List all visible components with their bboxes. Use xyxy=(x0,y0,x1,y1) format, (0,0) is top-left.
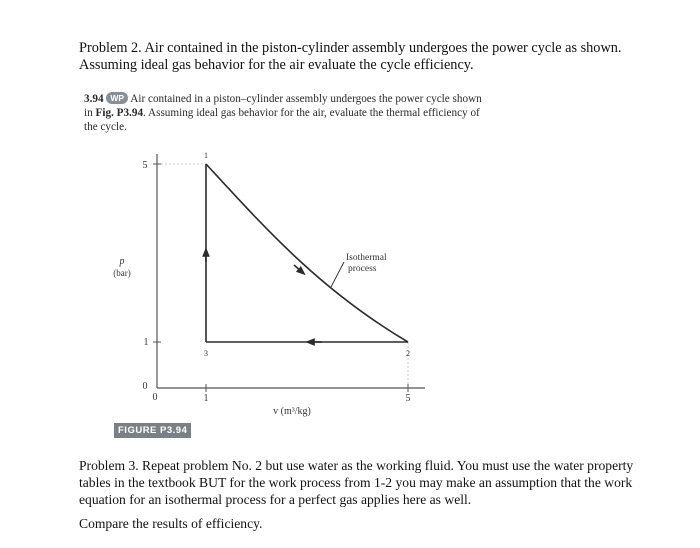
y-tick-label-0: 0 xyxy=(142,381,148,392)
state-3-label: 3 xyxy=(204,349,208,358)
problem-number: 3.94 xyxy=(84,93,104,105)
problem-2-text: Problem 2. Air contained in the piston-cylinder assembly undergoes the power cycle as shown. Assuming ideal gas behavior for the air evaluate the cycle efficiency. xyxy=(79,40,622,73)
x-tick-label-5: 5 xyxy=(405,393,411,404)
x-axis-label: v (m³/kg) xyxy=(273,406,311,417)
annotation-process: process xyxy=(348,264,377,274)
annotation-pointer xyxy=(331,262,344,287)
compare-text: Compare the results of efficiency. xyxy=(79,516,263,531)
state-1-label: 1 xyxy=(204,151,208,160)
problem-text-part1: Air contained in a piston–cylinder assembly undergoes the power cycle shown in xyxy=(84,93,482,119)
y-axis-unit: (bar) xyxy=(113,268,131,278)
arrow-1-2 xyxy=(294,265,302,272)
x-tick-label-0: 0 xyxy=(152,392,158,403)
problem-3-text: Problem 3. Repeat problem No. 2 but use water as the working fluid. You must use the water property tables in the textbook BUT for the work process from 1-2 you may make an assumption that the work equation for an isothermal process for a perfect gas applies here as well. xyxy=(79,458,634,507)
state-2-label: 2 xyxy=(406,349,410,358)
wp-badge: WP xyxy=(106,92,128,104)
x-tick-label-1: 1 xyxy=(203,393,209,404)
figure-label: FIGURE P3.94 xyxy=(114,423,191,438)
annotation-isothermal: Isothermal xyxy=(346,253,387,263)
figure-reference: Fig. P3.94 xyxy=(95,107,144,119)
y-tick-label-5: 5 xyxy=(142,160,148,171)
y-tick-label-1: 1 xyxy=(143,337,149,348)
problem-text-part2: . Assuming ideal gas behavior for the air, evaluate the thermal efficiency of the cycle. xyxy=(84,107,480,133)
y-axis-label: p xyxy=(119,256,125,267)
